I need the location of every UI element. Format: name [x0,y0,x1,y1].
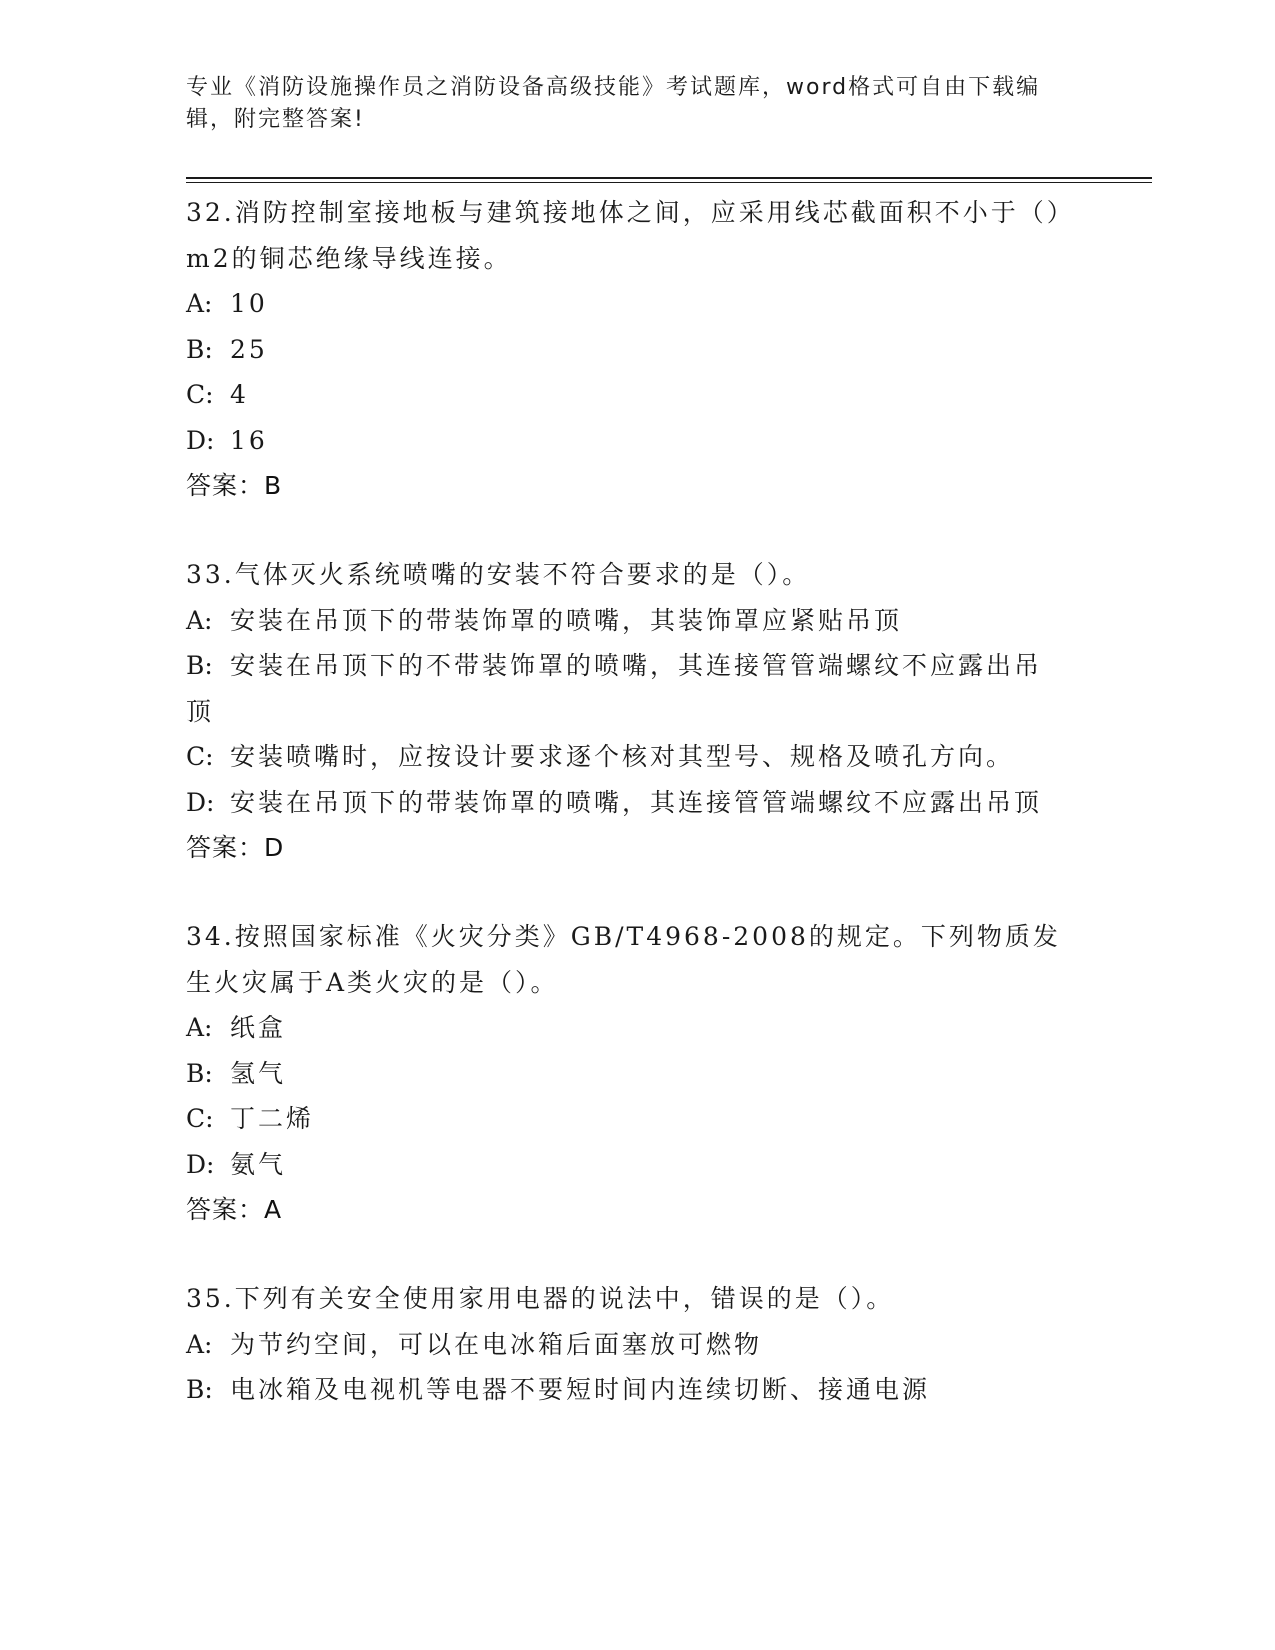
header-divider-thick [186,177,1152,179]
option-text: 25 [230,334,268,364]
option-d [186,780,1066,826]
question-33 [186,552,1066,870]
question-stem: 35.下列有关安全使用家用电器的说法中，错误的是（）。 [186,1284,895,1313]
option-text: 10 [230,289,268,318]
option-key: A: [186,1329,213,1359]
option-c [186,372,1066,418]
option-a [186,1005,1066,1051]
answer-label: 答案：A [186,1195,283,1224]
option-key: C: [186,742,214,771]
option-d [186,418,1066,464]
option-a [186,598,1066,644]
question-34 [186,914,1066,1232]
document-header: 专业《消防设施操作员之消防设备高级技能》考试题库，word格式可自由下载编辑，附完整答案! [186,75,1041,132]
option-text: 氨气 [230,1149,287,1179]
option-text: 16 [230,425,268,455]
option-key: B: [186,1375,213,1404]
option-key: D: [186,787,215,817]
option-key: C: [186,380,214,409]
option-key: C: [186,1104,214,1133]
option-text: 安装喷嘴时，应按设计要求逐个核对其型号、规格及喷孔方向。 [230,742,1015,771]
option-text: 纸盒 [230,1013,287,1042]
option-key: B: [186,1058,213,1088]
option-text: 丁二烯 [230,1104,315,1133]
option-b [186,1051,1066,1097]
answer-label: 答案：D [186,833,285,862]
option-text: 为节约空间，可以在电冰箱后面塞放可燃物 [230,1329,763,1359]
option-a [186,1322,1066,1368]
header-divider-thin [186,182,1152,183]
question-list [186,190,1066,1457]
answer-label: 答案：B [186,471,283,500]
question-35 [186,1276,1066,1413]
option-key: A: [186,1013,213,1042]
option-b [186,1367,1066,1413]
option-c [186,734,1066,780]
option-c [186,1096,1066,1142]
question-stem: 32.消防控制室接地板与建筑接地体之间，应采用线芯截面积不小于（）m2的铜芯绝缘导线连接。 [186,198,1063,273]
option-key: A: [186,289,213,318]
question-stem: 33.气体灭火系统喷嘴的安装不符合要求的是（）。 [186,560,811,589]
option-d [186,1142,1066,1188]
option-text: 安装在吊顶下的带装饰罩的喷嘴，其连接管管端螺纹不应露出吊顶 [230,787,1043,817]
option-key: D: [186,1149,215,1179]
option-key: D: [186,425,215,455]
option-key: B: [186,651,213,680]
question-stem: 34.按照国家标准《火灾分类》GB/T4968-2008的规定。下列物质发生火灾属于A类火灾的是（）。 [186,922,1061,997]
question-32 [186,190,1066,508]
option-text: 电冰箱及电视机等电器不要短时间内连续切断、接通电源 [230,1375,931,1404]
option-b [186,327,1066,373]
option-b [186,643,1066,734]
option-key: A: [186,605,213,635]
option-text: 安装在吊顶下的不带装饰罩的喷嘴，其连接管管端螺纹不应露出吊顶 [186,651,1043,726]
option-a [186,281,1066,327]
option-text: 安装在吊顶下的带装饰罩的喷嘴，其装饰罩应紧贴吊顶 [230,605,903,635]
option-text: 4 [230,380,249,409]
option-text: 氢气 [230,1058,287,1088]
option-key: B: [186,334,213,364]
